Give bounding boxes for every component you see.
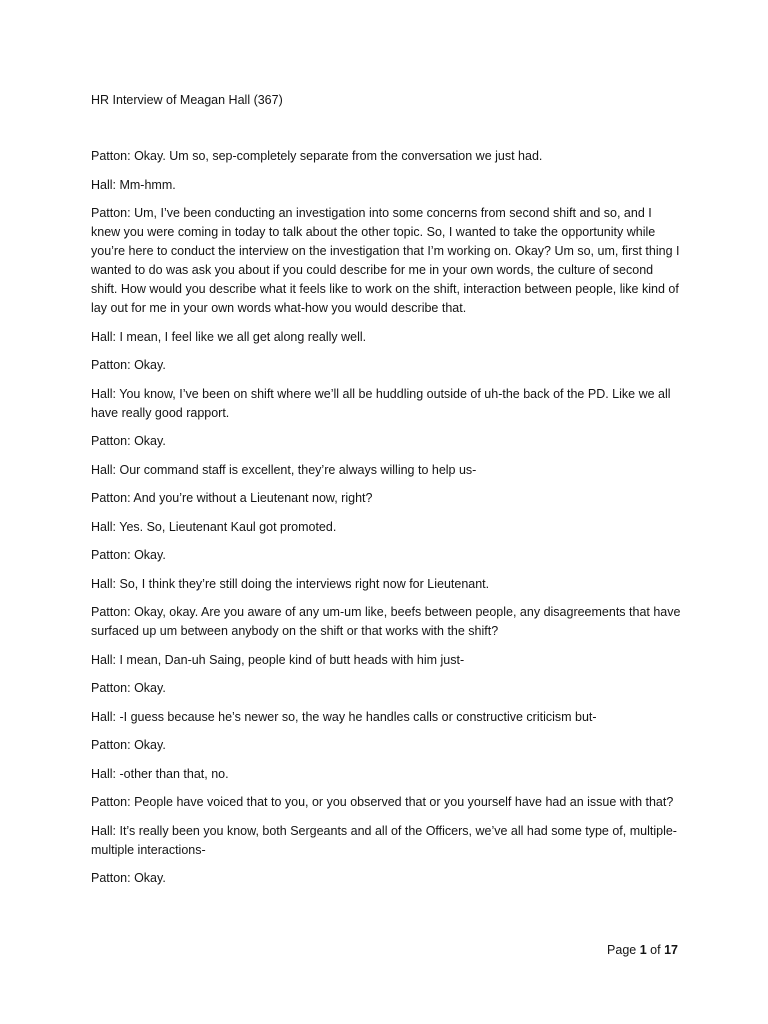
of-label: of: [650, 943, 661, 957]
transcript-paragraph: Patton: Okay, okay. Are you aware of any um-um like, beefs between people, any disagreements that have surfaced up um between anybody on the shift or that works with the shift?: [91, 605, 681, 638]
page-number: 1: [639, 943, 647, 957]
transcript-paragraph: Patton: Okay.: [91, 738, 166, 752]
transcript-body: [91, 147, 682, 888]
transcript-paragraph: Patton: Okay. Um so, sep-completely separate from the conversation we just had.: [91, 149, 543, 163]
total-pages: 17: [664, 943, 678, 957]
transcript-paragraph: Patton: Okay.: [91, 358, 166, 372]
transcript-paragraph: Hall: Yes. So, Lieutenant Kaul got promoted.: [91, 519, 337, 534]
transcript-paragraph: Patton: Okay.: [91, 434, 166, 448]
transcript-paragraph: Hall: Mm-hmm.: [91, 177, 176, 192]
transcript-paragraph: Hall: You know, I’ve been on shift where we’ll all be huddling outside of uh-the back of the PD. Like we all have really good rapport.: [91, 386, 671, 420]
transcript-paragraph: Hall: I mean, Dan-uh Saing, people kind of butt heads with him just-: [91, 652, 465, 667]
document-title: HR Interview of Meagan Hall (367): [91, 93, 283, 107]
transcript-paragraph: Hall: I mean, I feel like we all get along really well.: [91, 329, 367, 344]
transcript-paragraph: Patton: Um, I’ve been conducting an investigation into some concerns from second shift and so, and I knew you were coming in today to talk about the other topic. So, I wanted to take the opportunity while you’re here to conduct the interview on the investigation that I’m working on. Okay? Um so, um, first thing I wanted to do was ask you about if you could describe for me in your own words, the culture of second shift. How would you describe what it feels like to work on the shift, interaction between people, like kind of lay out for me in your own words what-how you would describe that.: [91, 206, 680, 315]
transcript-paragraph: Patton: Okay.: [91, 871, 166, 885]
page-label: Page: [607, 943, 637, 957]
transcript-paragraph: Patton: Okay.: [91, 681, 166, 695]
transcript-paragraph: Hall: So, I think they’re still doing the interviews right now for Lieutenant.: [91, 576, 490, 591]
transcript-paragraph: Patton: And you’re without a Lieutenant now, right?: [91, 491, 373, 505]
transcript-paragraph: Patton: Okay.: [91, 548, 166, 562]
page-footer: [607, 942, 678, 959]
transcript-paragraph: Patton: People have voiced that to you, or you observed that or you yourself have had an issue with that?: [91, 795, 674, 809]
transcript-paragraph: Hall: It’s really been you know, both Sergeants and all of the Officers, we’ve all had some type of, multiple-multiple interactions-: [91, 823, 677, 857]
transcript-paragraph: Hall: Our command staff is excellent, they’re always willing to help us-: [91, 462, 477, 477]
transcript-paragraph: Hall: -other than that, no.: [91, 766, 229, 781]
transcript-paragraph: Hall: -I guess because he’s newer so, the way he handles calls or constructive criticism but-: [91, 709, 597, 724]
